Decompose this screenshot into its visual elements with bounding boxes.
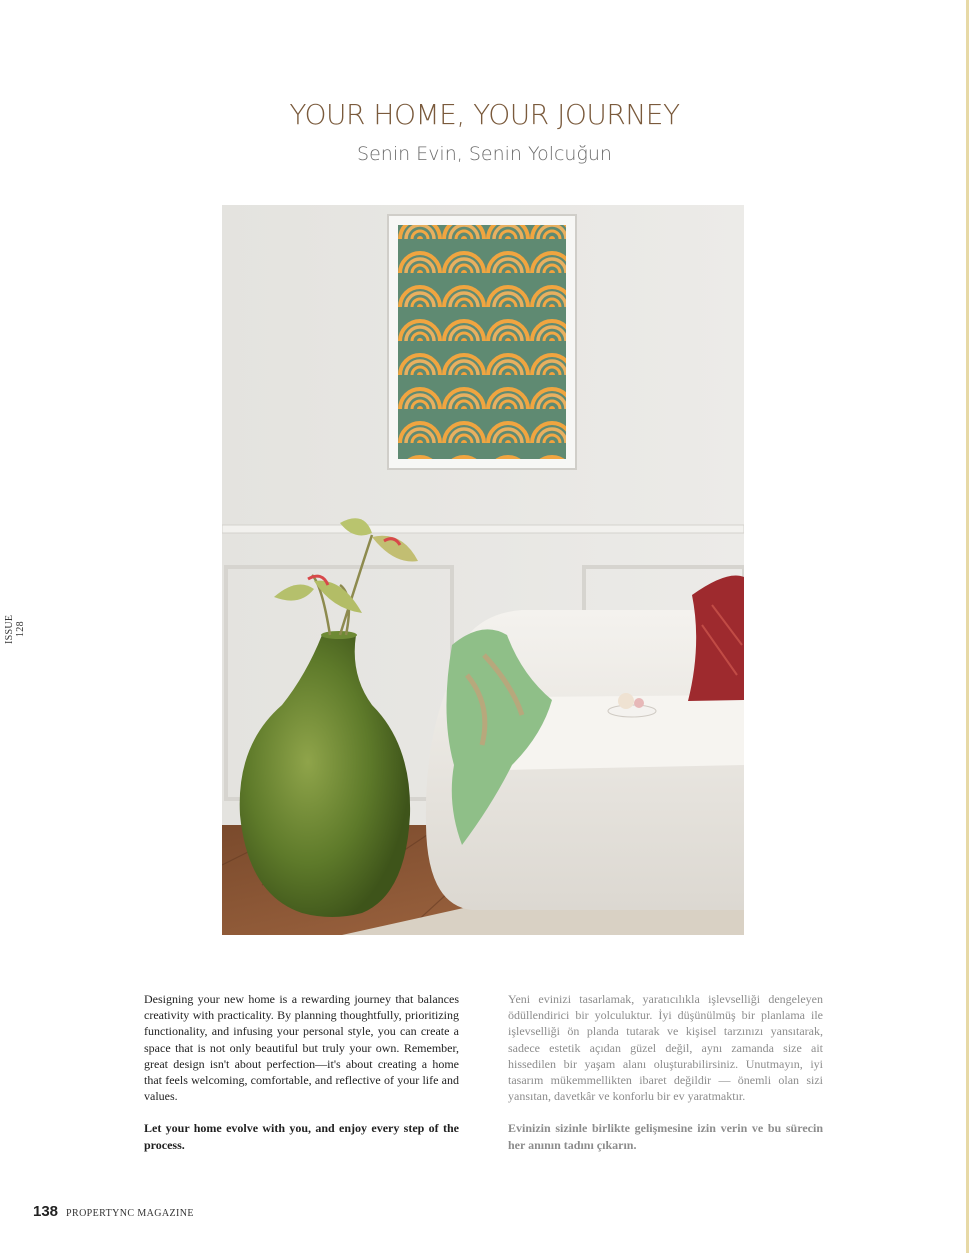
article-english-closing: Let your home evolve with you, and enjoy every step of the process. — [144, 1121, 459, 1152]
article-turkish-closing: Evinizin sizinle birlikte gelişmesine izin verin ve bu sürecin her anının tadını çıkarın. — [508, 1121, 823, 1152]
issue-label: ISSUE 128 — [4, 614, 26, 644]
article-turkish-body: Yeni evinizi tasarlamak, yaratıcılıkla işlevselliği dengeleyen ödüllendirici bir yolculuktur. İyi düşünülmüş bir planlama ile işlevselliği ön planda tutarak ve kişisel tarzınızı yansıtarak, sadece estetik açıdan güzel değil, aynı zamanda size ait hissedilen bir yaşam alanı oluşturabilirsiniz. Unutmayın, iyi tasarım mükemmellikten ibaret değildir — önemli olan sizi yansıtan, davetkâr ve konforlu bir ev yaratmaktır. — [508, 992, 823, 1104]
page-footer — [33, 1203, 194, 1220]
page-title: YOUR HOME, YOUR JOURNEY — [289, 98, 680, 131]
article-turkish — [508, 991, 823, 1169]
page-subtitle: Senin Evin, Senin Yolcuğun — [357, 143, 612, 165]
article-english — [144, 991, 459, 1169]
magazine-name: PROPERTYNC MAGAZINE — [66, 1208, 194, 1219]
article-english-body: Designing your new home is a rewarding journey that balances creativity with practicality. By planning thoughtfully, prioritizing functionality, and infusing your personal style, you can create a space that is not only beautiful but truly your own. Remember, great design isn't about perfection—it's about creating a home that feels welcoming, comfortable, and reflective of your life and values. — [144, 992, 459, 1104]
interior-photo — [222, 205, 744, 935]
page-number: 138 — [33, 1203, 59, 1220]
